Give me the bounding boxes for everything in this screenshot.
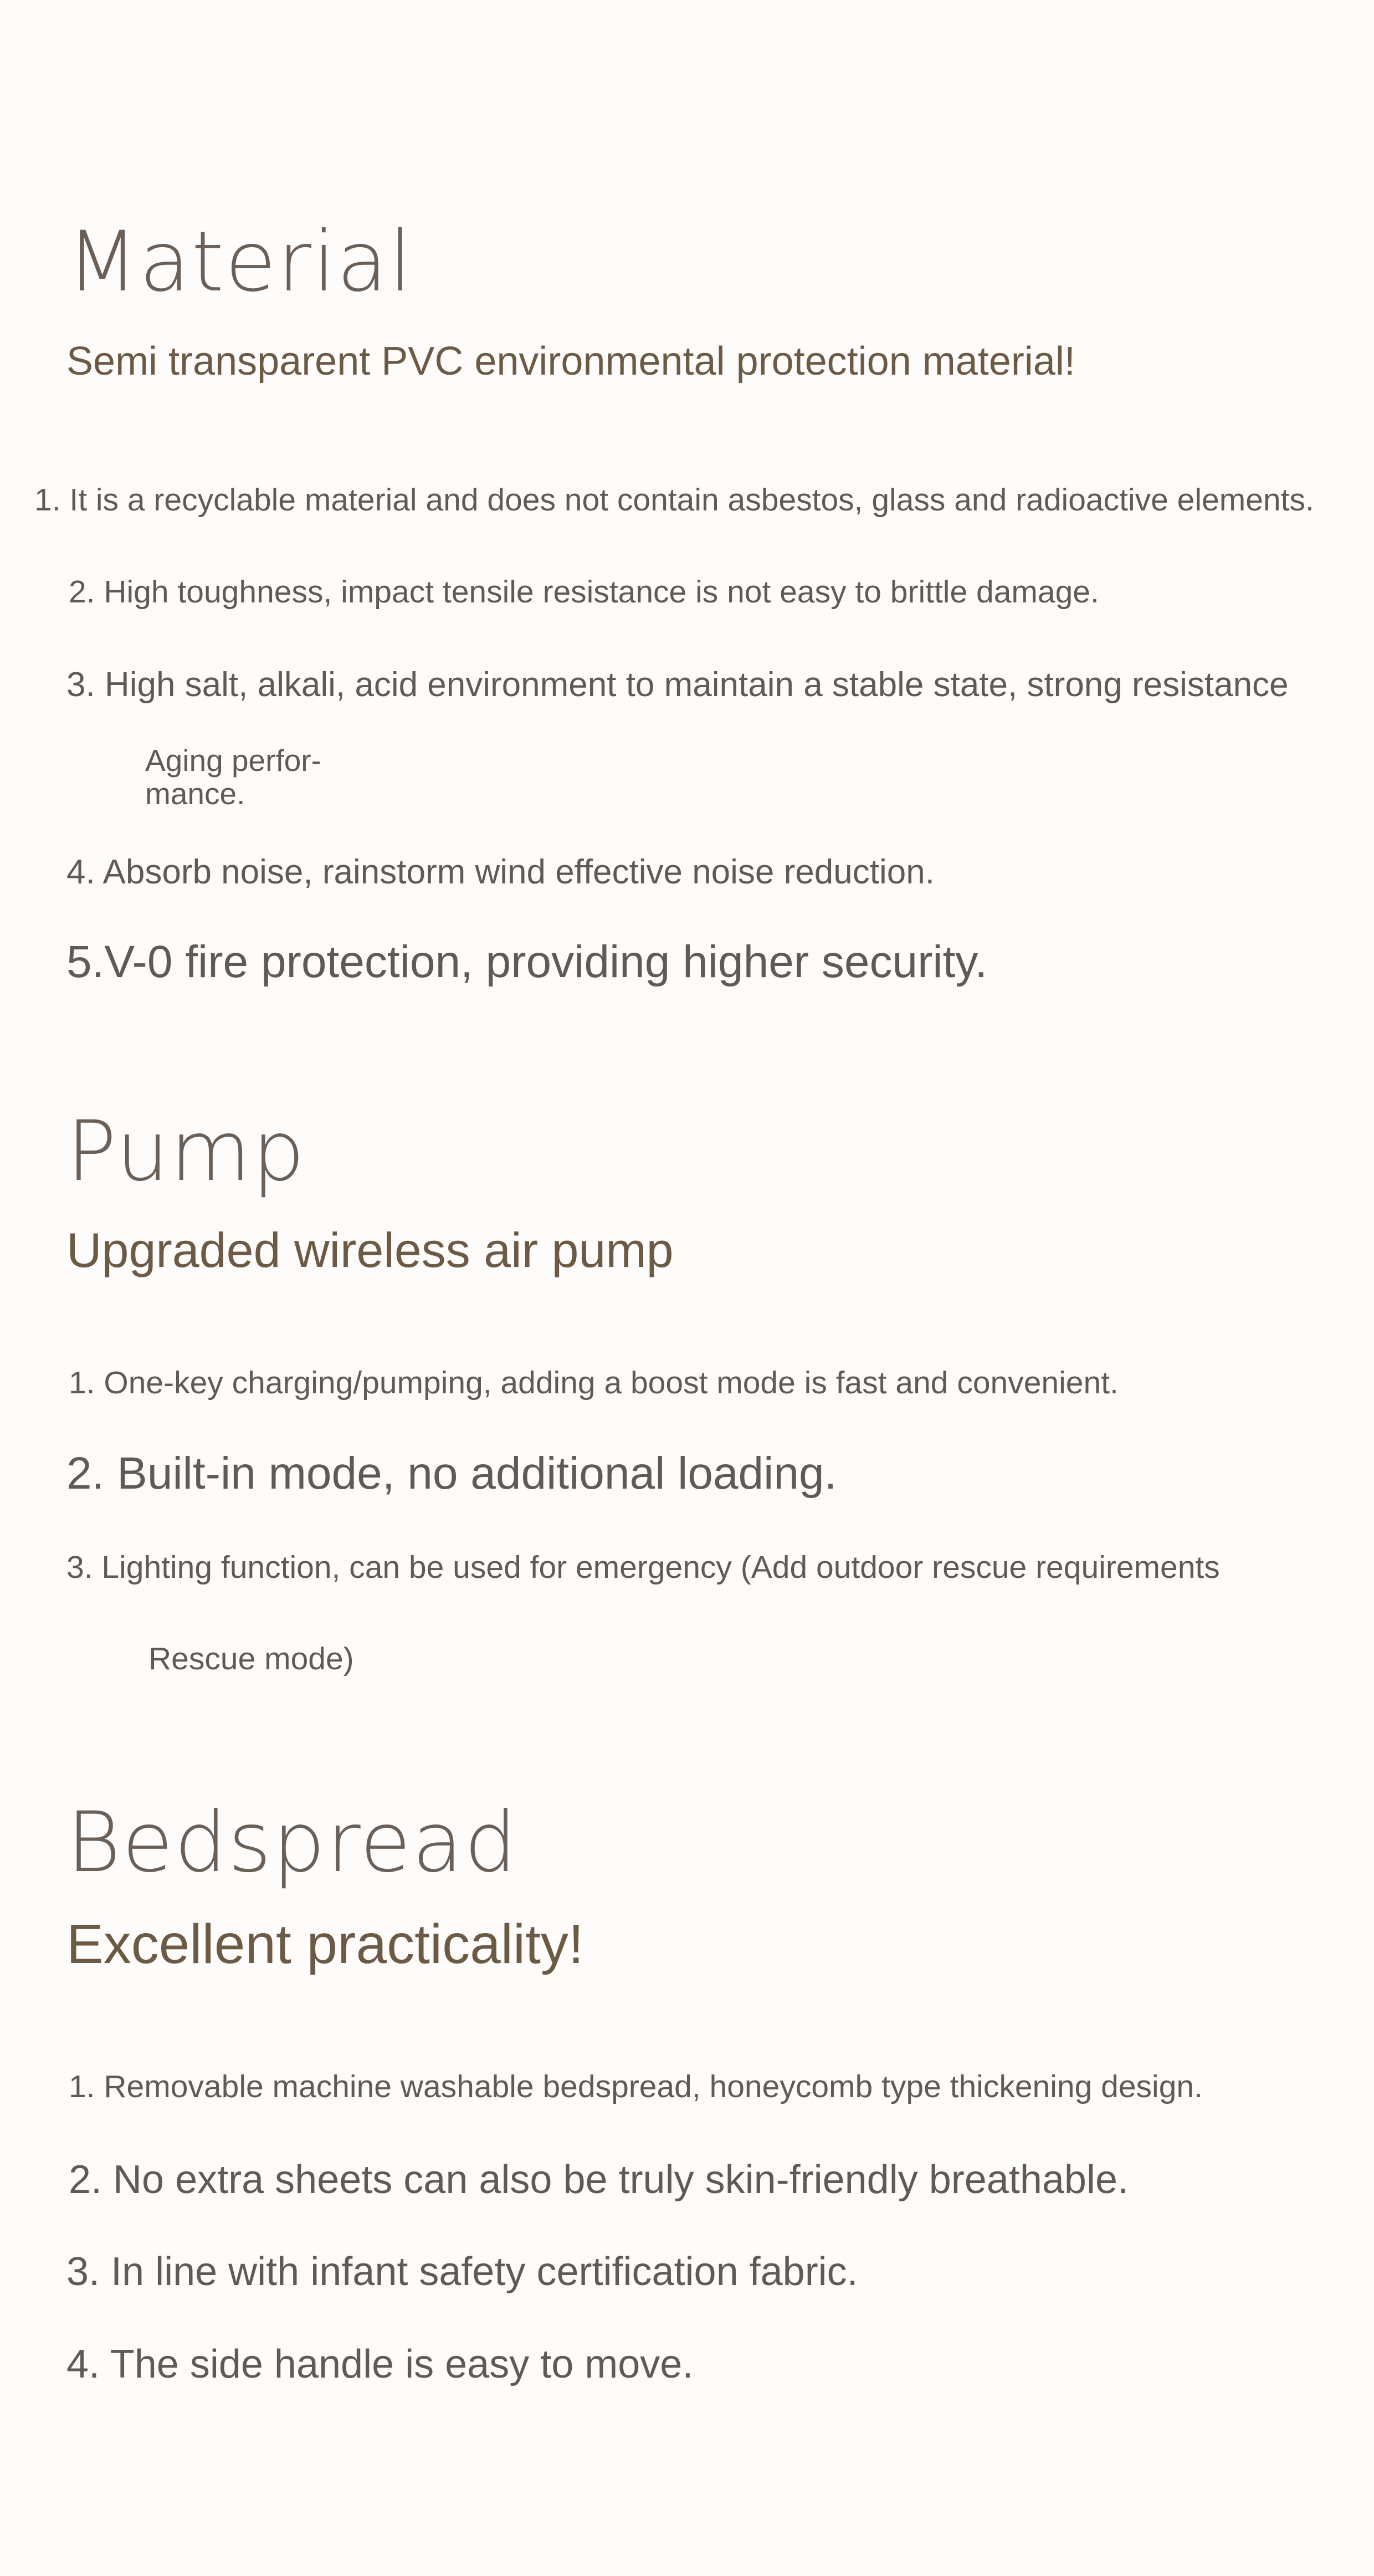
bedspread-item-4: 4. The side handle is easy to move. [66, 2342, 694, 2386]
bedspread-item-1: 1. Removable machine washable bedspread, honeycomb type thickening design. [69, 2069, 1203, 2104]
pump-item-3-cont: Rescue mode) [148, 1641, 354, 1677]
bedspread-subtitle: Excellent practicality! [66, 1913, 584, 1975]
material-item-1: 1. It is a recyclable material and does not contain asbestos, glass and radioactive elements. [34, 482, 1314, 518]
material-item-3-cont-line1: Aging perfor- [145, 743, 321, 778]
pump-item-1: 1. One-key charging/pumping, adding a boost mode is fast and convenient. [69, 1365, 1119, 1401]
material-subtitle: Semi transparent PVC environmental protection material! [66, 339, 1075, 384]
material-item-3: 3. High salt, alkali, acid environment to maintain a stable state, strong resistance [66, 666, 1289, 704]
material-item-5: 5.V-0 fire protection, providing higher security. [66, 937, 988, 987]
pump-subtitle: Upgraded wireless air pump [66, 1223, 674, 1277]
pump-item-2: 2. Built-in mode, no additional loading. [66, 1448, 837, 1499]
bedspread-item-2: 2. No extra sheets can also be truly skin-friendly breathable. [69, 2158, 1129, 2202]
material-item-2: 2. High toughness, impact tensile resistance is not easy to brittle damage. [69, 574, 1099, 610]
bedspread-item-3: 3. In line with infant safety certification fabric. [66, 2250, 858, 2294]
pump-title: Pump [66, 1103, 306, 1200]
material-title: Material [66, 214, 413, 310]
bedspread-title: Bedspread [66, 1795, 518, 1891]
pump-item-3: 3. Lighting function, can be used for emergency (Add outdoor rescue requirements [66, 1550, 1220, 1585]
material-item-4: 4. Absorb noise, rainstorm wind effective noise reduction. [66, 853, 935, 891]
material-item-3-cont-line2: mance. [145, 776, 245, 811]
